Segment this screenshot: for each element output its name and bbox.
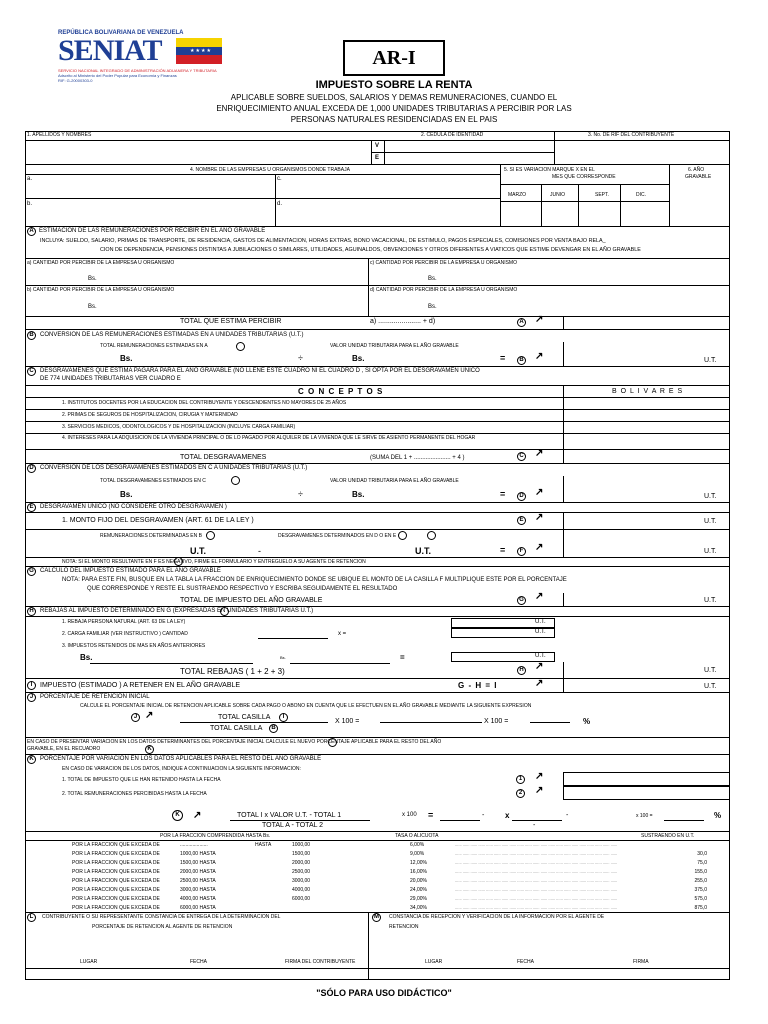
tax-row-dots: ...... ...... ...... ...... ...... ...... ...... ...... ...... ...... ...... ...... ...... ...... ...... ...... ...... ...... ...... ...... ......: [455, 860, 618, 865]
badge-h-result: H: [517, 666, 526, 675]
table-h2: TASA O ALICUOTA: [395, 833, 439, 839]
logo-name: SENIAT: [58, 34, 162, 67]
label-anio-2: GRAVABLE: [685, 174, 712, 180]
sec-d-div: ÷: [298, 489, 303, 499]
sec-f-l2: DESGRAVAMENES DETERMINADOS EN D O EN E: [278, 533, 397, 539]
badge-c-total: C: [517, 452, 526, 461]
qd-bs: Bs.: [428, 304, 437, 310]
tax-row-rate: 24,00%: [410, 887, 427, 893]
badge-e: E: [27, 503, 36, 512]
badge-k-main: K: [172, 810, 183, 821]
tax-row-rate: 16,00%: [410, 869, 427, 875]
label-a: a.: [27, 176, 33, 182]
badge-i: I: [27, 681, 36, 690]
sec-g-nota1: NOTA: PARA ESTE FIN, BUSQUE EN LA TABLA LA FRACCION DE ENRIQUECIMIENTO DONDE SE UBIQUE EL MONTO DE LA CASILLA F MULTIPLIQUE ESTE POR EL PORCENTAJE: [62, 577, 567, 583]
label-empresas: 4. NOMBRE DE LAS EMPRESAS U ORGANISMOS DONDE TRABAJA: [190, 167, 350, 173]
sec-e-ut: U.T.: [704, 518, 717, 525]
tax-row-from: 4000,00 HASTA: [180, 896, 216, 902]
logo-rif: RIF: G-20000303-0: [58, 78, 93, 83]
badge-k2: 2: [516, 789, 525, 798]
sec-f-ut: U.T.: [704, 548, 717, 555]
tax-row-to: 4000,00: [292, 887, 311, 893]
tax-row-from: 6000,00 HASTA: [180, 905, 216, 911]
sec-f-ut2: U.T.: [415, 546, 432, 556]
form-title: IMPUESTO SOBRE LA RENTA: [315, 79, 473, 91]
label-d: d.: [277, 201, 283, 207]
badge-e-result: E: [517, 516, 526, 525]
badge-b-result: B: [517, 356, 526, 365]
arrow-icon: ↗: [535, 771, 544, 782]
sign-m-lugar: LUGAR: [425, 959, 443, 965]
badge-d-result: D: [517, 492, 526, 501]
sec-a-total: TOTAL QUE ESTIMA PERCIBIR: [180, 318, 282, 325]
sec-h-r2x: x =: [338, 631, 347, 637]
badge-j-b: B: [269, 724, 278, 733]
sign-l-title2: PORCENTAJE DE RETENCION AL AGENTE DE RETENCION: [92, 924, 233, 930]
sec-c-total: TOTAL DESGRAVAMENES: [180, 454, 267, 461]
sec-b-div: ÷: [298, 353, 303, 363]
sec-i-title: IMPUESTO (ESTIMADO ) A RETENER EN EL AÑO GRAVABLE: [40, 682, 241, 689]
badge-f-d: [398, 531, 407, 540]
sec-k-minus1: -: [482, 812, 485, 819]
sec-h-eq: =: [400, 653, 405, 662]
sec-f-ut1: U.T.: [190, 546, 207, 556]
form-code-box: [343, 40, 445, 76]
arrow-icon: ↗: [535, 542, 544, 553]
tax-row-label: POR LA FRACCION QUE EXCEDA DE: [72, 887, 160, 893]
sign-m-fecha: FECHA: [517, 959, 534, 965]
sign-l-title1: CONTRIBUYENTE O SU REPRESENTANTE CONSTANCIA DE ENTREGA DE LA DETERMINACION DEL: [42, 914, 281, 920]
badge-l: L: [27, 913, 36, 922]
qc-label: c) CANTIDAD POR PERCIBIR DE LA EMPRESA U ORGANISMO: [370, 260, 517, 266]
arrow-icon: ↗: [145, 710, 154, 721]
qa-label: a) CANTIDAD POR PERCIBIR DE LA EMPRESA U ORGANISMO: [27, 260, 175, 266]
badge-b-a: [236, 342, 245, 351]
logo-line1: SERVICIO NACIONAL INTEGRADO DE ADMINISTRACIÓN ADUANERA Y TRIBUTARIA: [58, 68, 217, 73]
qc-bs: Bs.: [428, 276, 437, 282]
sec-k-l3: 2. TOTAL REMUNERACIONES PERCIBIDAS HASTA LA FECHA: [62, 791, 207, 797]
badge-f-e: [427, 531, 436, 540]
label-v: V: [375, 143, 380, 149]
qb-bs: Bs.: [88, 304, 97, 310]
subtitle-2: ENRIQUECIMIENTO ANUAL EXCEDA DE 1,000 UNIDADES TRIBUTARIAS A PERCIBIR POR LAS: [216, 104, 572, 113]
tax-row-sub: 375,0: [694, 887, 707, 893]
sec-h-ut: U.T.: [704, 667, 717, 674]
sec-i-ut: U.T.: [704, 683, 717, 690]
sec-h-bs-small: Bs.: [280, 655, 286, 660]
sec-a-incl1: INCLUYA: SUELDO, SALARIO, PRIMAS DE TRANSPORTE, DE RESIDENCIA, GASTOS DE ALIMENTACION, HORAS EXTRAS, BONO VACACIONAL, DE ESTIMULO, PAGOS ESPECIALES, COMISIONES POR VENTA BAJO RELA_: [40, 238, 606, 244]
logo-country: REPÚBLICA BOLIVARIANA DE VENEZUELA: [58, 30, 184, 36]
sec-b-l2: VALOR UNIDAD TRIBUTARIA PARA EL AÑO GRAVABLE: [330, 343, 459, 349]
label-anio-1: 6. AÑO: [688, 167, 705, 173]
tax-row-to: 3000,00: [292, 878, 311, 884]
tax-row-label: POR LA FRACCION QUE EXCEDA DE: [72, 896, 160, 902]
tax-row-dots: ...... ...... ...... ...... ...... ...... ...... ...... ...... ...... ...... ...... ...... ...... ...... ...... ...... ...... ...... ...... ......: [455, 896, 618, 901]
sec-a-total-formula: a) ...................... + d): [370, 318, 436, 325]
h-ut-3: U.T.: [535, 653, 546, 659]
tax-row-to: 6000,00: [292, 896, 311, 902]
tax-row-from: 1500,00 HASTA: [180, 860, 216, 866]
sec-k-minus3: -: [533, 822, 536, 829]
month-dic: DIC.: [636, 192, 646, 198]
sec-c-total-formula: (SUMA DEL 1 + ...................... + 4 ): [370, 455, 465, 461]
tax-row-mid: HASTA: [255, 842, 272, 848]
arrow-icon: ↗: [535, 314, 544, 325]
sec-k-title: PORCENTAJE POR VARIACION EN LOS DATOS APLICABLES PARA EL RESTO DEL AÑO GRAVABLE: [40, 756, 322, 762]
label-b: b.: [27, 201, 33, 207]
sec-j-title: PORCENTAJE DE RETENCION INICIAL: [40, 694, 150, 700]
sec-k-eq: =: [428, 810, 434, 820]
tax-row-from: ....................: [180, 842, 208, 848]
sec-d-ut: U.T.: [704, 493, 717, 500]
label-cedula: 2. CÉDULA DE IDENTIDAD: [421, 132, 484, 138]
badge-j-main: J: [131, 713, 140, 722]
sign-m-title1: CONSTANCIA DE RECEPCION Y VERIFICACION DE LA INFORMACION POR EL AGENTE DE: [389, 914, 605, 920]
badge-c: C: [27, 367, 36, 376]
tax-row-dots: ...... ...... ...... ...... ...... ...... ...... ...... ...... ...... ...... ...... ...... ...... ...... ...... ...... ...... ...... ...... ......: [455, 869, 618, 874]
concepto-4: 4. INTERESES PARA LA ADQUISICION DE LA VIVIENDA PRINCIPAL O DE LO PAGADO POR ALQUILER DE LA VIVIENDA QUE LE SIRVE DE ASIENTO PERMANENTE DEL HOGAR: [62, 435, 476, 441]
sec-b-bs1: Bs.: [120, 354, 133, 363]
sec-j-l1: CALCULE EL PORCENTAJE INICIAL DE RETENCION APLICABLE SOBRE CADA PAGO O ABONO EN CUENTA QUE LE EFECTUEN EN EL AÑO GRAVABLE MEDIANTE LA SIGUIENTE EXPRESION: [80, 703, 532, 709]
label-e: E: [375, 155, 380, 161]
tax-row-label: POR LA FRACCION QUE EXCEDA DE: [72, 869, 160, 875]
tax-row-dots: ...... ...... ...... ...... ...... ...... ...... ...... ...... ...... ...... ...... ...... ...... ...... ...... ...... ...... ...... ...... ......: [455, 878, 618, 883]
sec-j-num: TOTAL CASILLA: [218, 714, 271, 721]
sec-e-l1: 1. MONTO FIJO DEL DESGRAVAMEN (ART. 61 DE LA LEY ): [62, 517, 254, 524]
tax-row-label: POR LA FRACCION QUE EXCEDA DE: [72, 842, 160, 848]
sec-k-den: TOTAL A - TOTAL 2: [262, 822, 324, 829]
badge-j: J: [27, 693, 36, 702]
sec-d-l1: TOTAL DESGRAVAMENES ESTIMADOS EN C: [100, 478, 206, 484]
label-c: c.: [277, 176, 282, 182]
tax-row-label: POR LA FRACCION QUE EXCEDA DE: [72, 905, 160, 911]
footer-didactico: "SÓLO PARA USO DIDÁCTICO": [316, 988, 452, 998]
sec-c-title2: DE 774 UNIDADES TRIBUTARIAS VER CUADRO E: [40, 376, 181, 382]
badge-a-total: A: [517, 318, 526, 327]
sec-k-l2: 1. TOTAL DE IMPUESTO QUE LE HAN RETENIDO HASTA LA FECHA: [62, 777, 221, 783]
sec-h-r1: 1. REBAJA PERSONA NATURAL (ART. 63 DE LA LEY): [62, 619, 186, 625]
concepto-2: 2. PRIMAS DE SEGUROS DE HOSPITALIZACION, CIRUGIA Y MATERNIDAD: [62, 412, 238, 418]
sec-d-l2: VALOR UNIDAD TRIBUTARIA PARA EL AÑO GRAVABLE: [330, 478, 459, 484]
badge-k: K: [27, 755, 36, 764]
tax-row-to: 2000,00: [292, 860, 311, 866]
label-apellidos: 1. APELLIDOS Y NOMBRES: [27, 132, 92, 138]
arrow-icon: ↗: [535, 512, 544, 523]
tax-row-dots: ...... ...... ...... ...... ...... ...... ...... ...... ...... ...... ...... ...... ...... ...... ...... ...... ...... ...... ...... ...... ......: [455, 887, 618, 892]
arrow-icon: ↗: [535, 351, 544, 362]
tax-row-label: POR LA FRACCION QUE EXCEDA DE: [72, 851, 160, 857]
bolivares-header: B O L I V A R E S: [612, 388, 684, 395]
sec-k-num: TOTAL I x VALOR U.T. - TOTAL 1: [237, 812, 342, 819]
tax-row-rate: 12,00%: [410, 860, 427, 866]
tax-row-sub: 30,0: [697, 851, 707, 857]
tax-row-dots: ...... ...... ...... ...... ...... ...... ...... ...... ...... ...... ...... ...... ...... ...... ...... ...... ...... ...... ...... ...... ......: [455, 851, 618, 856]
tax-row-rate: 6,00%: [410, 842, 425, 848]
arrow-icon: ↗: [193, 810, 202, 821]
sec-j-x100: X 100 =: [335, 718, 360, 725]
badge-m: M: [374, 914, 379, 920]
tax-row-rate: 20,00%: [410, 878, 427, 884]
subtitle-1: APLICABLE SOBRE SUELDOS, SALARIOS Y DEMAS REMUNERACIONES, CUANDO EL: [230, 93, 558, 102]
sign-m-title2: RETENCION: [389, 924, 419, 930]
tax-row-sub: 255,0: [694, 878, 707, 884]
sec-h-bs: Bs.: [80, 653, 93, 662]
concepto-3: 3. SERVICIOS MEDICOS, ODONTOLOGICOS Y DE HOSPITALIZACION (INCLUYE CARGA FAMILIAR): [62, 424, 296, 430]
badge-j-k: K: [145, 745, 154, 754]
label-variacion-2: MES QUE CORRESPONDE: [552, 174, 616, 180]
sec-j-den: TOTAL CASILLA: [210, 725, 263, 732]
sign-l-fecha: FECHA: [190, 959, 207, 965]
sign-l-lugar: LUGAR: [80, 959, 98, 965]
tax-row-sub: 875,0: [694, 905, 707, 911]
sec-k-x: x: [505, 811, 510, 820]
tax-row-sub: 75,0: [697, 860, 707, 866]
flag-icon: ★★★★: [176, 38, 222, 64]
logo-line2: Adscrito al Ministerio del Poder Popular para Economía y Finanzas: [58, 73, 177, 78]
sec-g-nota2: QUE CORRESPONDE Y RESTE EL SUSTRAENDO RESPECTIVO Y ESCRIBA SEGUIDAMENTE EL RESULTADO: [87, 586, 398, 592]
sec-d-bs1: Bs.: [120, 490, 133, 499]
qd-label: d) CANTIDAD POR PERCIBIR DE LA EMPRESA U ORGANISMO: [370, 287, 518, 293]
table-h3: SUSTRAENDO EN U.T.: [641, 833, 695, 839]
sec-f-eq: =: [500, 545, 506, 555]
sign-m-firma: FIRMA: [633, 959, 649, 965]
sec-d-eq: =: [500, 489, 506, 499]
qb-label: b) CANTIDAD POR PERCIBIR DE LA EMPRESA U ORGANISMO: [27, 287, 175, 293]
k-box-1[interactable]: [563, 772, 730, 786]
tax-row-from: 1000,00 HASTA: [180, 851, 216, 857]
sec-b-eq: =: [500, 353, 506, 363]
sec-f-minus: -: [258, 546, 261, 556]
tax-row-label: POR LA FRACCION QUE EXCEDA DE: [72, 860, 160, 866]
tax-row-label: POR LA FRACCION QUE EXCEDA DE: [72, 878, 160, 884]
badge-j-var: [328, 738, 337, 747]
sec-f-nota: NOTA: SI EL MONTO RESULTANTE EN F ES NEGATIVO, FIRME EL FORMULARIO Y ENTREGUELO A SU AGENTE DE RETENCION: [62, 559, 366, 565]
sec-h-total: TOTAL REBAJAS ( 1 + 2 + 3): [180, 667, 285, 676]
sec-k-x100: x 100: [402, 812, 417, 818]
h-ut-2: U.T.: [535, 629, 546, 635]
sec-j-pct: %: [583, 717, 591, 726]
sec-g-total: TOTAL DE IMPUESTO DEL AÑO GRAVABLE: [180, 597, 323, 604]
badge-h-g: [220, 607, 229, 616]
sec-i-formula: G - H = I: [458, 681, 497, 690]
badge-a: A: [27, 227, 36, 236]
arrow-icon: ↗: [535, 661, 544, 672]
sec-h-title: REBAJAS AL IMPUESTO DETERMINADO EN G (EXPRESADAS EN UNIDADES TRIBUTARIAS U.T.): [40, 608, 314, 614]
sec-a-incl2: CION DE DEPENDENCIA, PENSIONES DISTINTAS A JUBILACIONES O SIMILARES, UTILIDADES, AGUINALDOS, OBVENCIONES Y OTROS DIFERENTES A VIATICOS QUE ESTIME DEVENGAR EN EL AÑO GRAVABLE: [100, 247, 641, 253]
sec-b-bs2: Bs.: [352, 354, 365, 363]
tax-row-from: 3000,00 HASTA: [180, 887, 216, 893]
badge-h: H: [27, 607, 36, 616]
sec-d-bs2: Bs.: [352, 490, 365, 499]
badge-f-nota: [174, 557, 183, 566]
arrow-icon: ↗: [535, 487, 544, 498]
tax-row-from: 2000,00 HASTA: [180, 869, 216, 875]
sec-a-title: ESTIMACION DE LAS REMUNERACIONES POR RECIBIR EN EL AÑO GRAVABLE: [39, 228, 266, 234]
tax-row-rate: 34,00%: [410, 905, 427, 911]
sec-b-l1: TOTAL REMUNERACIONES ESTIMADAS EN A: [100, 343, 208, 349]
sec-h-r3: 3. IMPUESTOS RETENIDOS DE MAS EN AÑOS ANTERIORES: [62, 643, 206, 649]
label-rif: 3. No. DE RIF DEL CONTRIBUYENTE: [588, 132, 675, 138]
badge-b: B: [27, 331, 36, 340]
badge-d: D: [27, 464, 36, 473]
sec-j-x100b: X 100 =: [484, 718, 509, 725]
sec-b-ut: U.T.: [704, 357, 717, 364]
tax-row-rate: 29,00%: [410, 896, 427, 902]
arrow-icon: ↗: [535, 591, 544, 602]
badge-k1: 1: [516, 775, 525, 784]
sec-b-title: CONVERSION DE LAS REMUNERACIONES ESTIMADAS EN A UNIDADES TRIBUTARIAS (U.T.): [40, 332, 304, 338]
sec-f-l1: REMUNERACIONES DETERMINADAS EN B: [100, 533, 202, 539]
label-variacion-1: 5. SI ES VARIACION MARQUE X EN EL: [504, 167, 595, 173]
k-box-2[interactable]: [563, 786, 730, 800]
sec-g-title: CALCULO DEL IMPUESTO ESTIMADO PARA EL AÑO GRAVABLE: [40, 568, 221, 574]
tax-row-rate: 9,00%: [410, 851, 425, 857]
arrow-icon: ↗: [535, 678, 544, 689]
sec-k-minus2: -: [566, 812, 569, 819]
sign-l-firma: FIRMA DEL CONTRIBUYENTE: [285, 959, 356, 965]
tax-row-to: 1500,00: [292, 851, 311, 857]
sec-k-pct: %: [714, 811, 722, 820]
sec-k-x100b: x 100 =: [636, 813, 653, 819]
concepto-1: 1. INSTITUTOS DOCENTES POR LA EDUCACION DEL CONTRIBUYENTE Y DESCENDIENTES NO MAYORES DE 25 AÑOS: [62, 400, 347, 406]
sec-c-title: DESGRAVAMENES QUE ESTIMA PAGARA PARA EL AÑO GRAVABLE (NO LLENE ESTE CUADRO NI EL CUADRO D , SI OPTA POR EL DESGRAVAMEN UNICO: [40, 368, 480, 374]
tax-row-sub: 575,0: [694, 896, 707, 902]
badge-d-c: [231, 476, 240, 485]
sec-j-l3: GRAVABLE, EN EL RECUADRO: [27, 746, 101, 752]
form-code: AR-I: [372, 47, 416, 69]
sec-j-l2: EN CASO DE PRESENTAR VARIACION EN LOS DATOS DETERMINANTES DEL PORCENTAJE INICIAL CALCULE EL NUEVO PORCENTAJE APLICABLE PARA EL RESTO DEL AÑO: [27, 739, 442, 745]
badge-f-b: [206, 531, 215, 540]
table-h1: POR LA FRACCION COMPRENDIDA HASTA Bs.: [160, 833, 271, 839]
tax-row-to: 1000,00: [292, 842, 311, 848]
badge-j-i: I: [279, 713, 288, 722]
sec-h-r2: 2. CARGA FAMILIAR (VER INSTRUCTIVO ) CANTIDAD: [62, 631, 188, 637]
tax-row-to: 2500,00: [292, 869, 311, 875]
tax-row-dots: ...... ...... ...... ...... ...... ...... ...... ...... ...... ...... ...... ...... ...... ...... ...... ...... ...... ...... ...... ...... ......: [455, 842, 618, 847]
sec-e-title: DESGRAVAMEN UNICO (NO CONSIDERE OTRO DESGRAVAMEN ): [40, 504, 227, 510]
conceptos-header: C O N C E P T O S: [298, 387, 384, 396]
month-sept: SEPT.: [595, 192, 609, 198]
sec-d-title: CONVERSION DE LOS DESGRAVAMENES ESTIMADOS EN C A UNIDADES TRIBUTARIAS (U.T.): [40, 465, 308, 471]
month-marzo: MARZO: [508, 192, 527, 198]
sec-k-l1: EN CASO DE VARIACION DE LOS DATOS, INDIQUE A CONTINUACION LA SIGUIENTE INFORMACION:: [62, 766, 301, 772]
subtitle-3: PERSONAS NATURALES RESIDENCIADAS EN EL PAIS: [290, 115, 498, 124]
sec-g-ut: U.T.: [704, 597, 717, 604]
tax-row-dots: ...... ...... ...... ...... ...... ...... ...... ...... ...... ...... ...... ...... ...... ...... ...... ...... ...... ...... ...... ...... ......: [455, 905, 618, 910]
badge-f-result: F: [517, 547, 526, 556]
month-junio: JUNIO: [550, 192, 565, 198]
badge-g: G: [27, 567, 36, 576]
arrow-icon: ↗: [535, 785, 544, 796]
tax-row-sub: 155,0: [694, 869, 707, 875]
h-ut-1: U.T.: [535, 619, 546, 625]
arrow-icon: ↗: [535, 448, 544, 459]
qa-bs: Bs.: [88, 276, 97, 282]
tax-row-from: 2500,00 HASTA: [180, 878, 216, 884]
badge-g-result: G: [517, 596, 526, 605]
